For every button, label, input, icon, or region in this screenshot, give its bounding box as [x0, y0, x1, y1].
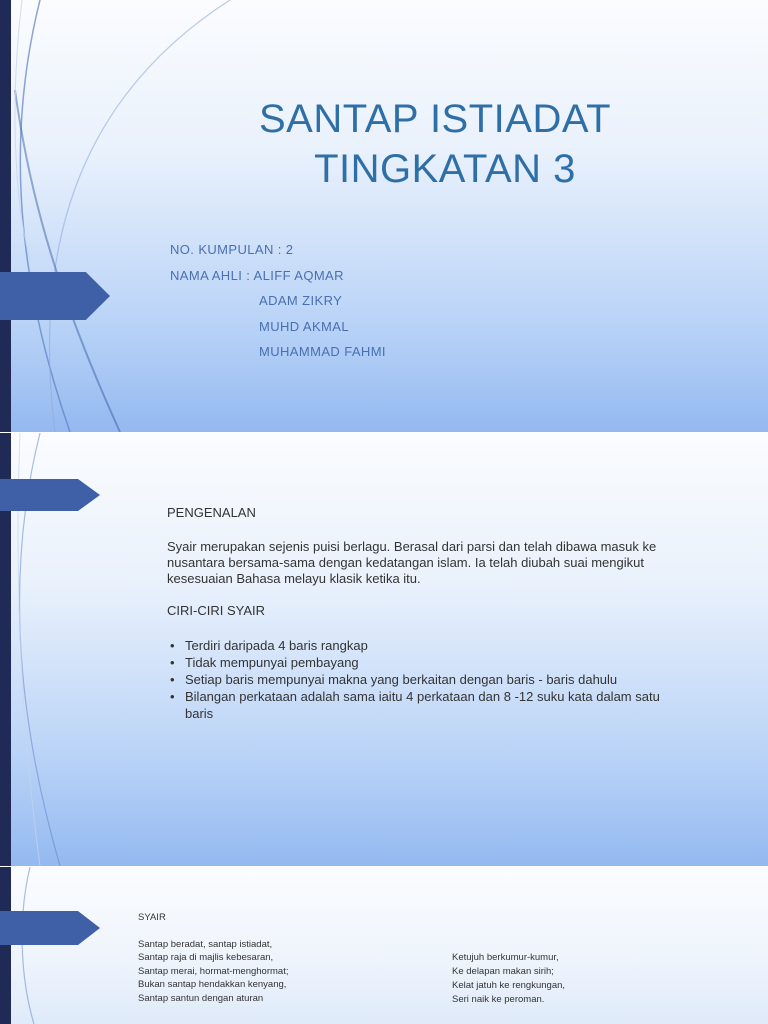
verse-line: Seri naik ke peroman.: [452, 994, 545, 1005]
verse-line: Bukan santap hendakkan kenyang,: [138, 979, 287, 990]
list-item: • Setiap baris mempunyai makna yang berkaitan dengan baris - baris dahulu: [167, 671, 687, 688]
title-line-1: SANTAP ISTIADAT: [258, 97, 611, 141]
left-accent-bar: [0, 0, 11, 432]
section-heading: PENGENALAN: [167, 505, 256, 520]
verse-line: Santap santun dengan aturan: [138, 992, 264, 1004]
title-line-2: TINGKATAN 3: [314, 147, 576, 191]
page-title: [200, 94, 670, 194]
verse-line: Kelat jatuh ke rengkungan,: [452, 980, 566, 991]
member-name: MUHAMMAD FAHMI: [259, 344, 386, 359]
slide-title: [0, 0, 768, 432]
verse-line: Santap beradat, santap istiadat,: [138, 938, 273, 950]
intro-content: [167, 505, 687, 722]
verse-line: Ketujuh berkumur-kumur,: [452, 952, 559, 963]
slide-introduction: [0, 433, 768, 866]
group-number: NO. KUMPULAN : 2: [170, 242, 294, 257]
verse-line: Ke delapan makan sirih;: [452, 966, 554, 977]
syair-left-column: [138, 911, 288, 1005]
list-item: • Tidak mempunyai pembayang: [167, 654, 687, 671]
verse-line: Santap merai, hormat-menghormat;: [138, 965, 289, 977]
list-item: • Bilangan perkataan adalah sama iaitu 4 perkataan dan 8 -12 suku kata dalam satu baris: [167, 688, 687, 722]
member-name: ADAM ZIKRY: [259, 293, 343, 308]
member-name: MUHD AKMAL: [259, 318, 349, 334]
decorative-curves: [0, 867, 768, 1024]
slide-syair: [0, 867, 768, 1024]
list-item: • Terdiri daripada 4 baris rangkap: [167, 637, 687, 654]
feature-list: [167, 637, 687, 722]
left-accent-bar: [0, 867, 11, 1024]
section-heading: SYAIR: [138, 912, 166, 923]
syair-right-column: [452, 951, 565, 1007]
group-info: [170, 241, 386, 369]
member-label-row: NAMA AHLI : ALIFF AQMAR: [170, 267, 344, 283]
verse-line: Santap raja di majlis kebesaran,: [138, 952, 274, 963]
subsection-heading: CIRI-CIRI SYAIR: [167, 603, 265, 618]
intro-paragraph: Syair merupakan sejenis puisi berlagu. Berasal dari parsi dan telah dibawa masuk ke nusantara bersama-sama dengan kedatangan islam. Ia telah diubah suai mengikut kesesuaian Bahasa melayu klasik ketika itu.: [167, 539, 657, 586]
